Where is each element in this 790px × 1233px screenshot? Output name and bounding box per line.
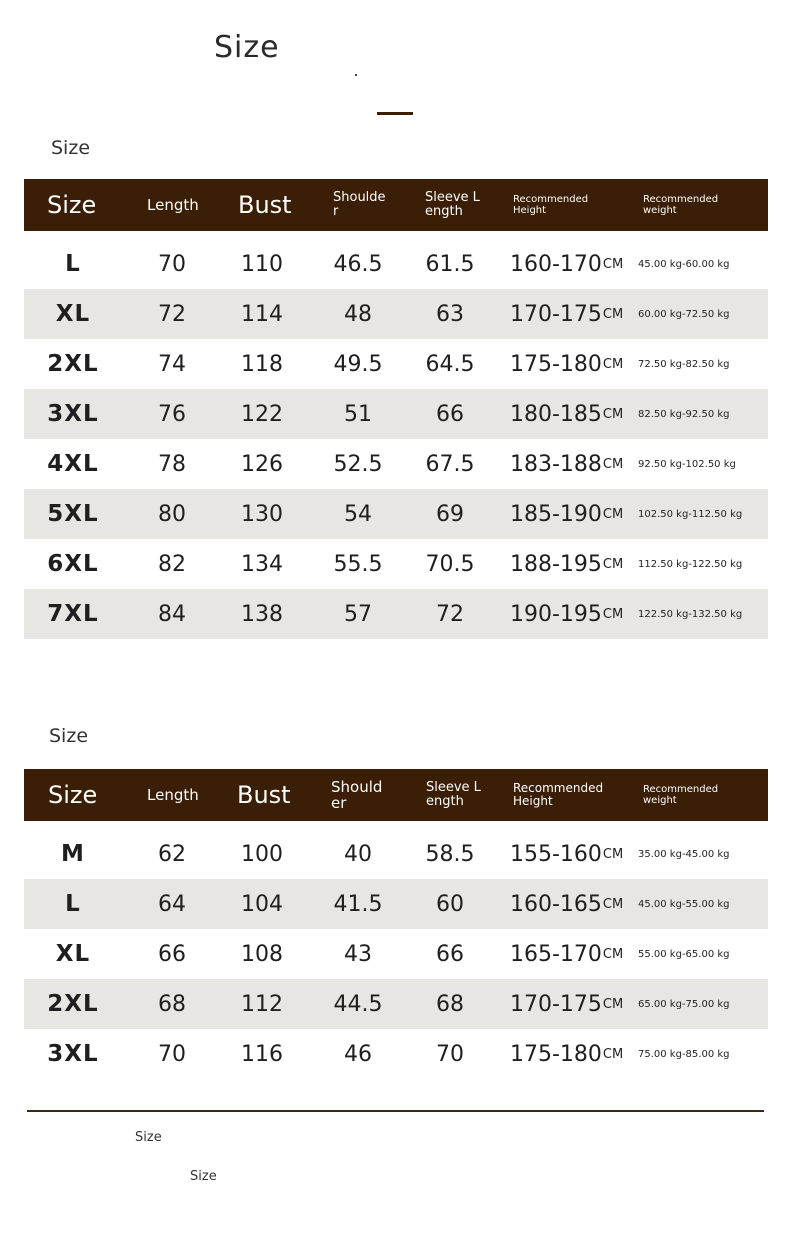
- cell-weight: 75.00 kg-85.00 kg: [638, 1048, 730, 1060]
- cell-height: 155-160 CM: [510, 841, 624, 867]
- table-row: [24, 289, 768, 339]
- bottom-divider: [27, 1110, 764, 1112]
- cell-length: 78: [158, 451, 186, 477]
- header-length: Length: [147, 785, 199, 804]
- cell-shoulder: 48: [344, 301, 372, 327]
- table-row: [24, 339, 768, 389]
- cell-shoulder: 46: [344, 1041, 372, 1067]
- unit-cm: CM: [602, 946, 624, 962]
- cell-length: 66: [158, 941, 186, 967]
- table-row: [24, 589, 768, 639]
- cell-size: 2XL: [47, 351, 99, 377]
- cell-bust: 104: [241, 891, 283, 917]
- cell-sleeve: 63: [436, 301, 464, 327]
- header-weight: Recommended weight: [643, 784, 719, 806]
- cell-bust: 108: [241, 941, 283, 967]
- cell-weight: 45.00 kg-55.00 kg: [638, 898, 730, 910]
- header-bust: Bust: [237, 780, 291, 809]
- unit-cm: CM: [602, 406, 624, 422]
- cell-bust: 130: [241, 501, 283, 527]
- size-table-2: [24, 769, 768, 1079]
- cell-shoulder: 51: [344, 401, 372, 427]
- header-shoulder: Should er: [331, 777, 383, 812]
- cell-length: 72: [158, 301, 186, 327]
- cell-height: 160-170 CM: [510, 251, 624, 277]
- cell-weight: 92.50 kg-102.50 kg: [638, 458, 736, 470]
- header-size: Size: [48, 780, 98, 809]
- cell-length: 80: [158, 501, 186, 527]
- cell-weight: 122.50 kg-132.50 kg: [638, 608, 743, 620]
- cell-size: 5XL: [47, 501, 99, 527]
- cell-weight: 65.00 kg-75.00 kg: [638, 998, 730, 1010]
- table-row: [24, 1029, 768, 1079]
- table-row: [24, 879, 768, 929]
- cell-shoulder: 43: [344, 941, 372, 967]
- cell-length: 74: [158, 351, 186, 377]
- cell-weight: 102.50 kg-112.50 kg: [638, 508, 743, 520]
- table-row: [24, 929, 768, 979]
- cell-size: L: [65, 251, 81, 277]
- cell-size: 7XL: [47, 601, 99, 627]
- table2-body: [24, 829, 768, 1079]
- cell-height: 190-195 CM: [510, 601, 624, 627]
- cell-sleeve: 70.5: [425, 551, 475, 577]
- cell-height: 188-195 CM: [510, 551, 624, 577]
- cell-weight: 112.50 kg-122.50 kg: [638, 558, 743, 570]
- unit-cm: CM: [602, 1046, 624, 1062]
- cell-bust: 126: [241, 451, 283, 477]
- title-underline: [377, 112, 413, 115]
- cell-sleeve: 61.5: [425, 251, 475, 277]
- cell-height: 175-180 CM: [510, 351, 624, 377]
- table-row: [24, 389, 768, 439]
- header-bust: Bust: [238, 190, 292, 219]
- unit-cm: CM: [602, 506, 624, 522]
- header-sleeve: Sleeve L ength: [425, 189, 480, 219]
- cell-sleeve: 67.5: [425, 451, 475, 477]
- size-table-1: [24, 179, 768, 639]
- unit-cm: CM: [602, 846, 624, 862]
- cell-length: 70: [158, 251, 186, 277]
- cell-bust: 110: [241, 251, 283, 277]
- cell-sleeve: 68: [436, 991, 464, 1017]
- cell-size: XL: [55, 941, 91, 967]
- cell-sleeve: 58.5: [425, 841, 475, 867]
- header-weight: Recommended weight: [643, 194, 719, 216]
- cell-shoulder: 41.5: [333, 891, 383, 917]
- unit-cm: CM: [602, 256, 624, 272]
- unit-cm: CM: [602, 356, 624, 372]
- cell-weight: 72.50 kg-82.50 kg: [638, 358, 730, 370]
- table-row: [24, 489, 768, 539]
- cell-weight: 82.50 kg-92.50 kg: [638, 408, 730, 420]
- cell-size: L: [65, 891, 81, 917]
- cell-size: 3XL: [47, 401, 99, 427]
- cell-shoulder: 55.5: [333, 551, 383, 577]
- cell-weight: 55.00 kg-65.00 kg: [638, 948, 730, 960]
- cell-sleeve: 64.5: [425, 351, 475, 377]
- section2-label: Size: [49, 725, 89, 747]
- cell-bust: 112: [241, 991, 283, 1017]
- cell-bust: 116: [241, 1041, 283, 1067]
- footer-note-2: Size: [190, 1169, 217, 1184]
- cell-sleeve: 72: [436, 601, 464, 627]
- cell-height: 183-188 CM: [510, 451, 624, 477]
- table1-header: [24, 179, 768, 231]
- cell-height: 170-175 CM: [510, 991, 624, 1017]
- cell-length: 62: [158, 841, 186, 867]
- unit-cm: CM: [602, 556, 624, 572]
- cell-height: 165-170 CM: [510, 941, 624, 967]
- table-row: [24, 539, 768, 589]
- section1-label: Size: [51, 137, 91, 159]
- page-title: Size: [214, 30, 280, 65]
- unit-cm: CM: [602, 996, 624, 1012]
- cell-shoulder: 44.5: [333, 991, 383, 1017]
- cell-bust: 138: [241, 601, 283, 627]
- cell-size: 2XL: [47, 991, 99, 1017]
- cell-sleeve: 66: [436, 401, 464, 427]
- cell-length: 82: [158, 551, 186, 577]
- cell-height: 170-175 CM: [510, 301, 624, 327]
- cell-bust: 122: [241, 401, 283, 427]
- cell-size: 4XL: [47, 451, 99, 477]
- cell-size: XL: [55, 301, 91, 327]
- cell-weight: 45.00 kg-60.00 kg: [638, 258, 730, 270]
- table-row: [24, 829, 768, 879]
- cell-weight: 35.00 kg-45.00 kg: [638, 848, 730, 860]
- cell-height: 180-185 CM: [510, 401, 624, 427]
- cell-shoulder: 40: [344, 841, 372, 867]
- cell-shoulder: 57: [344, 601, 372, 627]
- cell-sleeve: 66: [436, 941, 464, 967]
- unit-cm: CM: [602, 606, 624, 622]
- cell-bust: 114: [241, 301, 283, 327]
- unit-cm: CM: [602, 306, 624, 322]
- table-row: [24, 979, 768, 1029]
- table1-body: [24, 239, 768, 639]
- header-sleeve: Sleeve L ength: [426, 779, 481, 809]
- cell-size: 6XL: [47, 551, 99, 577]
- cell-shoulder: 49.5: [333, 351, 383, 377]
- header-height: Recommended Height: [513, 780, 604, 808]
- footer-note-1: Size: [135, 1130, 162, 1145]
- unit-cm: CM: [602, 456, 624, 472]
- cell-height: 175-180 CM: [510, 1041, 624, 1067]
- decorative-dot: [355, 74, 357, 76]
- cell-length: 84: [158, 601, 186, 627]
- table2-header: [24, 769, 768, 821]
- table-row: [24, 239, 768, 289]
- cell-size: 3XL: [47, 1041, 99, 1067]
- cell-length: 68: [158, 991, 186, 1017]
- cell-length: 76: [158, 401, 186, 427]
- header-height: Recommended Height: [513, 194, 589, 216]
- unit-cm: CM: [602, 896, 624, 912]
- cell-shoulder: 52.5: [333, 451, 383, 477]
- cell-shoulder: 54: [344, 501, 372, 527]
- cell-sleeve: 60: [436, 891, 464, 917]
- cell-size: M: [61, 841, 85, 867]
- cell-bust: 134: [241, 551, 283, 577]
- cell-height: 185-190 CM: [510, 501, 624, 527]
- cell-weight: 60.00 kg-72.50 kg: [638, 308, 730, 320]
- cell-shoulder: 46.5: [333, 251, 383, 277]
- table-row: [24, 439, 768, 489]
- header-length: Length: [147, 195, 199, 214]
- cell-length: 70: [158, 1041, 186, 1067]
- cell-sleeve: 70: [436, 1041, 464, 1067]
- cell-bust: 118: [241, 351, 283, 377]
- header-shoulder: Shoulde r: [333, 189, 386, 219]
- cell-height: 160-165 CM: [510, 891, 624, 917]
- cell-length: 64: [158, 891, 186, 917]
- cell-sleeve: 69: [436, 501, 464, 527]
- header-size: Size: [47, 190, 97, 219]
- cell-bust: 100: [241, 841, 283, 867]
